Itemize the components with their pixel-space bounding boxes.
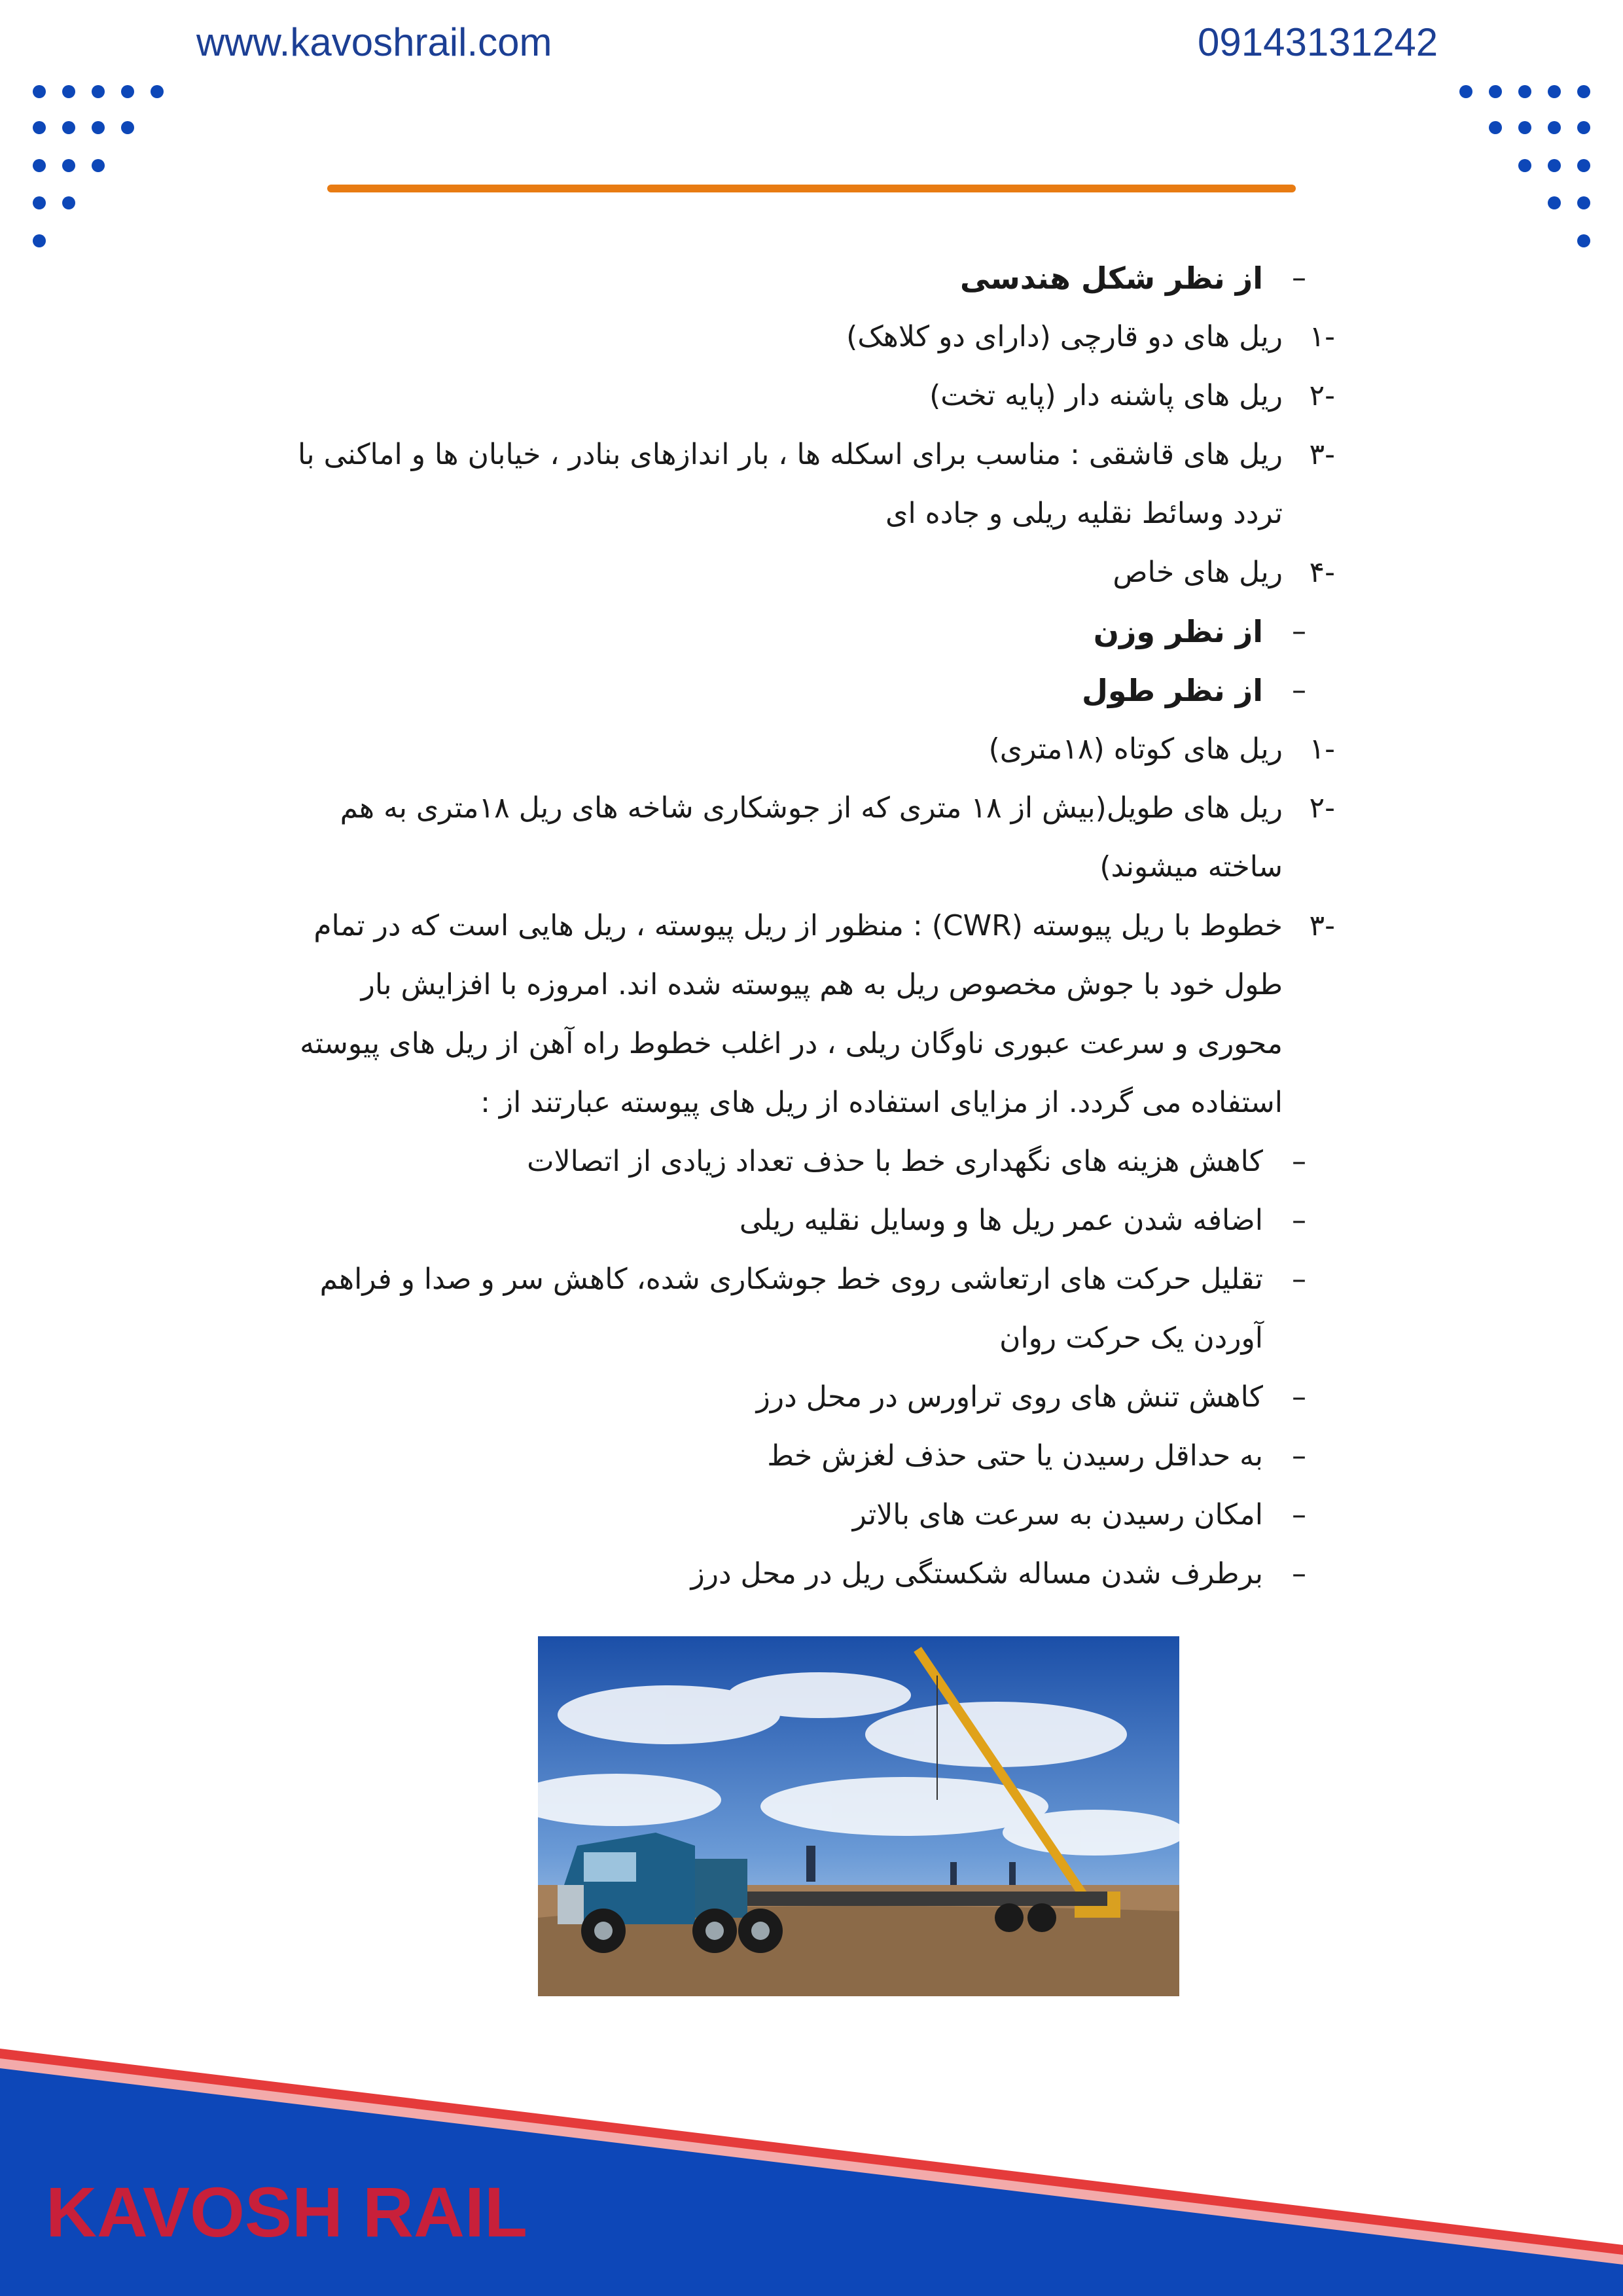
benefit-text: تقلیل حرکت های ارتعاشی روی خط جوشکاری شده، کاهش سر و صدا و فراهم آوردن یک حرکت روان [319,1263,1263,1355]
list-item [281,897,1335,1132]
list-item [281,779,1335,897]
benefit-text: امکان رسیدن به سرعت های بالاتر [852,1498,1263,1532]
list-marker: -۲ [1309,791,1335,825]
list-item [281,425,1335,543]
footer-band [0,2029,1623,2296]
phone-number: 09143131242 [1198,20,1438,64]
orange-divider [327,185,1296,192]
benefit-item [281,1486,1335,1545]
list-item-text: ریل های قاشقی : مناسب برای اسکله ها ، بار اندازهای بنادر ، خیابان ها و اماکنی با تردد وسائط نقلیه ریلی و جاده ای [298,438,1283,530]
list-marker: -۱ [1309,732,1335,766]
brand-logo: KAVOSH RAIL [46,2172,528,2251]
list-item [281,543,1335,602]
section-heading: از نظر وزن [1093,614,1263,649]
bullet-marker: – [1292,1204,1306,1237]
bullet-marker: – [1292,1145,1306,1178]
list-item-text: خطوط با ریل پیوسته (CWR) : منظور از ریل پیوسته ، ریل هایی است که در تمام طول خود با جوش مخصوص ریل به هم پیوسته شده اند. امروزه با افزایش بار محوری و سرعت عبوری ناوگان ریلی ، در اغلب خطوط راه آهن از ریل های پیوسته استفاده می گردد. از مزایای استفاده از ریل های پیوسته عبارتند از : [300,909,1283,1119]
bullet-marker: – [1292,1380,1306,1414]
list-marker: -۱ [1309,320,1335,353]
list-item [281,308,1335,367]
list-marker: – [1292,673,1306,707]
section-heading-geometry [281,249,1335,308]
list-marker: – [1292,261,1306,295]
article-body [281,249,1335,1604]
list-item-text: ریل های طویل(بیش از ۱۸ متری که از جوشکاری شاخه های ریل ۱۸متری به هم ساخته میشوند) [340,791,1283,884]
bullet-marker: – [1292,1557,1306,1590]
benefit-text: کاهش تنش های روی تراورس در محل درز [756,1380,1263,1414]
section-heading-length [281,661,1335,720]
list-item-text: ریل های پاشنه دار (پایه تخت) [929,379,1283,412]
section-heading: از نظر طول [1081,673,1263,708]
list-marker: -۳ [1309,438,1335,471]
benefit-item [281,1250,1335,1368]
list-item-text: ریل های کوتاه (۱۸متری) [988,732,1283,766]
section-heading: از نظر شکل هندسی [959,260,1263,296]
bullet-marker: – [1292,1439,1306,1473]
bullet-marker: – [1292,1263,1306,1296]
benefit-text: کاهش هزینه های نگهداری خط با حذف تعداد زیادی از اتصالات [527,1145,1263,1178]
truck-crane-photo [538,1636,1179,1996]
benefit-text: به حداقل رسیدن یا حتی حذف لغزش خط [767,1439,1263,1473]
list-marker: -۲ [1309,379,1335,412]
list-item [281,367,1335,425]
benefit-item [281,1368,1335,1427]
list-marker: – [1292,615,1306,648]
list-item-text: ریل های دو قارچی (دارای دو کلاهک) [846,320,1283,353]
benefit-item [281,1545,1335,1604]
benefit-text: اضافه شدن عمر ریل ها و وسایل نقلیه ریلی [739,1204,1263,1237]
list-marker: -۴ [1309,556,1335,589]
benefit-item [281,1427,1335,1486]
decorative-dots [0,0,1623,262]
benefit-item [281,1191,1335,1250]
list-item-text: ریل های خاص [1113,556,1283,589]
benefit-item [281,1132,1335,1191]
section-heading-weight [281,602,1335,661]
bullet-marker: – [1292,1498,1306,1532]
website-link[interactable]: www.kavoshrail.com [196,20,552,64]
list-marker: -۳ [1309,909,1335,942]
benefit-text: برطرف شدن مساله شکستگی ریل در محل درز [690,1557,1263,1590]
list-item [281,720,1335,779]
